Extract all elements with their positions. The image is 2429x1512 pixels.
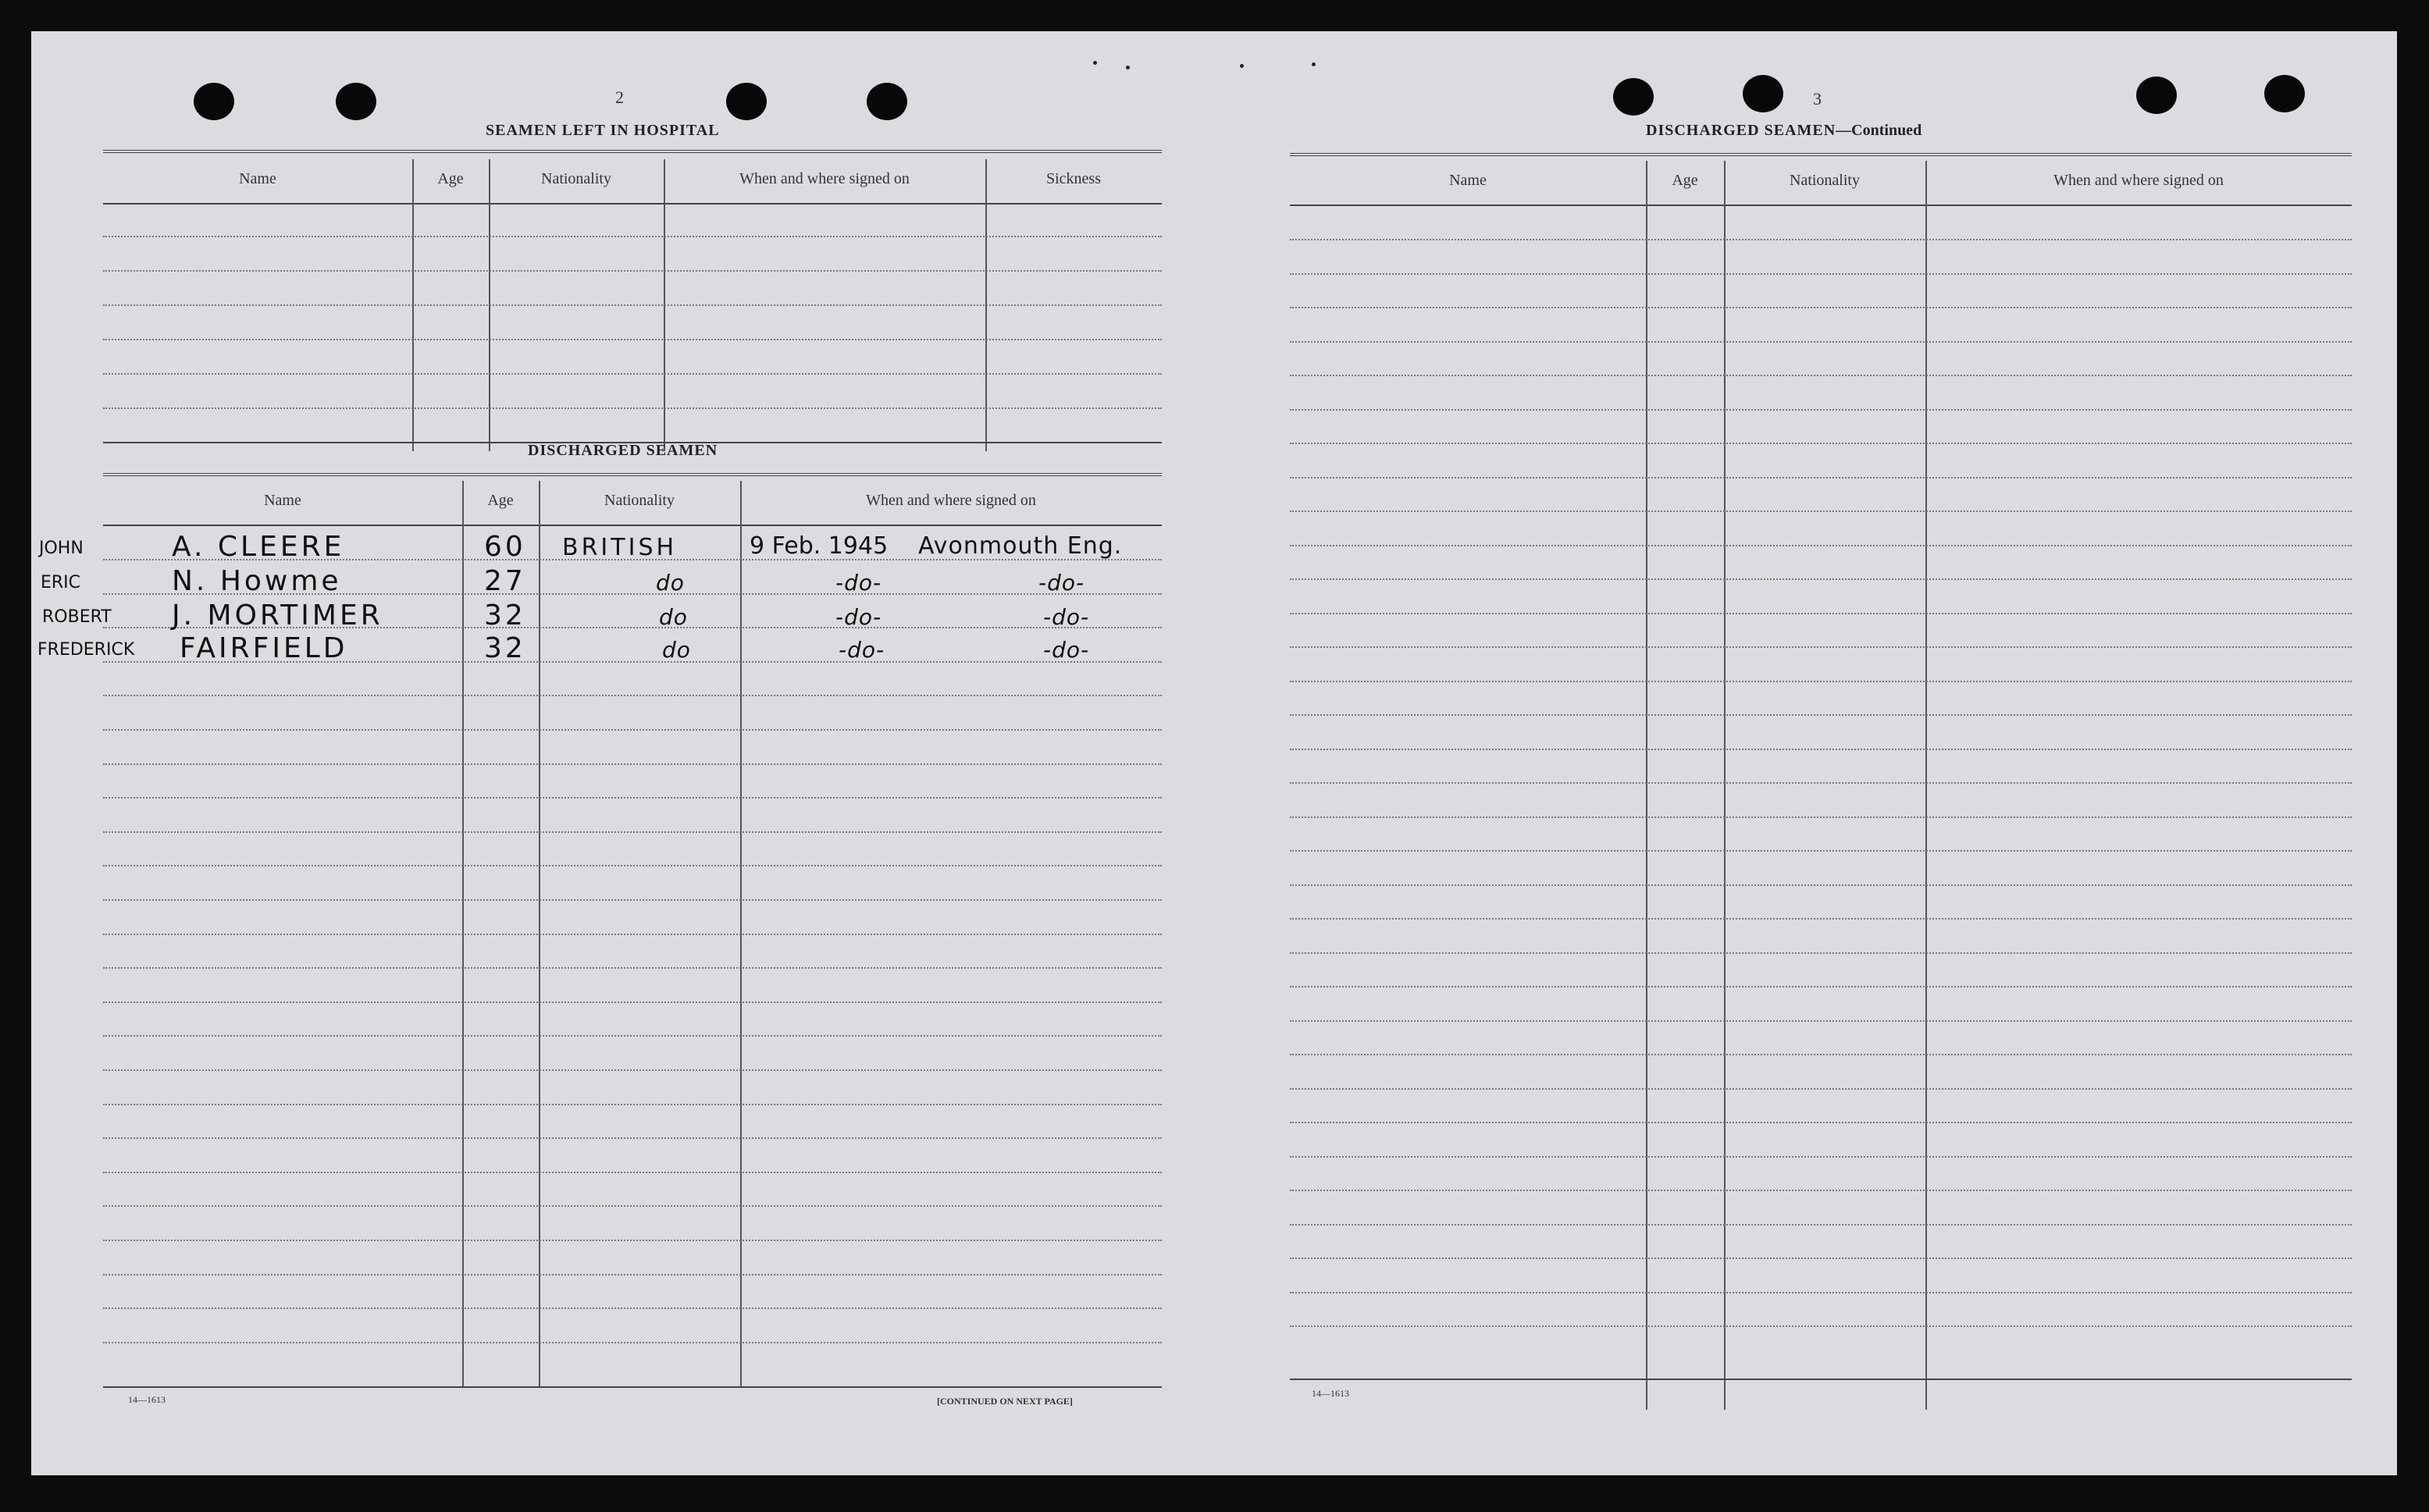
- entry-first-name: FREDERICK: [37, 640, 135, 660]
- entry-place: -do-: [1043, 637, 1090, 663]
- hospital-col-nationality: Nationality: [541, 170, 611, 187]
- ruled-line: [103, 729, 1162, 731]
- speck: [1312, 62, 1316, 66]
- discharged-header-rule: [103, 525, 1162, 526]
- speck: [1126, 66, 1130, 69]
- ruled-line: [1290, 477, 2352, 479]
- ruled-line: [103, 1069, 1162, 1071]
- ruled-line: [1290, 782, 2352, 784]
- ruled-line: [1290, 545, 2352, 546]
- ruled-line: [1290, 443, 2352, 444]
- hospital-row-line: [103, 304, 1162, 306]
- punch-hole: [2136, 76, 2177, 114]
- ruled-line: [1290, 341, 2352, 343]
- entry-nationality: do: [656, 570, 685, 596]
- hospital-row-line: [103, 407, 1162, 409]
- entry-place: -do-: [1038, 570, 1085, 596]
- hospital-col-signed-on: When and where signed on: [739, 170, 910, 187]
- ruled-line: [1290, 409, 2352, 411]
- right-table-bottom-rule: [1290, 1379, 2352, 1380]
- right-col-name: Name: [1449, 172, 1487, 189]
- right-col-divider: [1646, 161, 1647, 1410]
- entry-first-name: ERIC: [41, 573, 81, 592]
- discharged-table-top-rule: [103, 473, 1162, 476]
- ruled-line: [103, 797, 1162, 799]
- discharged-section-title: DISCHARGED SEAMEN: [528, 442, 718, 459]
- ruled-line: [103, 899, 1162, 901]
- hospital-section-title: SEAMEN LEFT IN HOSPITAL: [486, 122, 720, 139]
- hospital-row-line: [103, 339, 1162, 340]
- punch-hole: [194, 83, 234, 120]
- speck: [1240, 64, 1244, 68]
- continued-note: [CONTINUED ON NEXT PAGE]: [937, 1396, 1073, 1407]
- right-col-divider: [1724, 161, 1726, 1410]
- discharged-table-bottom-rule: [103, 1386, 1162, 1388]
- entry-date: -do-: [835, 604, 882, 630]
- ruled-line: [1290, 1088, 2352, 1090]
- ruled-line: [103, 1342, 1162, 1343]
- hospital-col-age: Age: [437, 170, 464, 187]
- ruled-line: [1290, 749, 2352, 750]
- entry-place: Avonmouth Eng.: [918, 532, 1123, 560]
- ruled-line: [103, 1274, 1162, 1275]
- ruled-line: [1290, 918, 2352, 920]
- ruled-line: [103, 967, 1162, 969]
- ruled-line: [1290, 239, 2352, 240]
- entry-age: 32: [484, 599, 526, 631]
- ruled-line: [103, 1307, 1162, 1309]
- ruled-line: [103, 695, 1162, 696]
- ruled-line: [1290, 1258, 2352, 1259]
- page-number-right: 3: [1813, 89, 1822, 109]
- ruled-line: [103, 763, 1162, 765]
- discharged-col-signed-on: When and where signed on: [866, 492, 1036, 509]
- entry-age: 32: [484, 632, 526, 664]
- right-col-signed-on: When and where signed on: [2053, 172, 2224, 189]
- entry-age: 27: [484, 565, 526, 597]
- ruled-line: [103, 934, 1162, 935]
- punch-hole: [867, 83, 907, 120]
- discharged-col-age: Age: [487, 492, 514, 509]
- right-col-nationality: Nationality: [1790, 172, 1860, 189]
- ruled-line: [1290, 307, 2352, 308]
- right-col-age: Age: [1672, 172, 1698, 189]
- hospital-header-rule: [103, 203, 1162, 205]
- right-section-title-sub: —Continued: [1836, 122, 1922, 139]
- right-table-top-rule: [1290, 153, 2352, 156]
- ruled-line: [103, 1104, 1162, 1105]
- punch-hole: [2264, 75, 2305, 112]
- ruled-line: [1290, 952, 2352, 954]
- entry-date: -do-: [835, 570, 882, 596]
- ruled-line: [1290, 375, 2352, 376]
- entry-name: A. CLEERE: [172, 531, 345, 563]
- discharged-col-nationality: Nationality: [604, 492, 675, 509]
- right-section-title-main: DISCHARGED SEAMEN: [1646, 122, 1836, 139]
- ruled-line: [1290, 273, 2352, 275]
- ruled-line: [1290, 646, 2352, 648]
- page-number-left: 2: [615, 87, 624, 107]
- punch-hole: [1743, 75, 1783, 112]
- ruled-line: [1290, 1224, 2352, 1226]
- ruled-line: [103, 1137, 1162, 1139]
- hospital-row-line: [103, 270, 1162, 272]
- form-number-right: 14—1613: [1312, 1388, 1349, 1399]
- manifest-sheet: [31, 31, 2397, 1475]
- entry-date: -do-: [839, 637, 885, 663]
- speck: [1093, 61, 1097, 65]
- ruled-line: [1290, 1292, 2352, 1293]
- entry-name: J. MORTIMER: [172, 599, 383, 631]
- punch-hole: [726, 83, 767, 120]
- punch-hole: [336, 83, 376, 120]
- entry-nationality: do: [662, 637, 691, 663]
- ruled-line: [103, 831, 1162, 833]
- form-number-left: 14—1613: [128, 1394, 166, 1405]
- right-section-title: [1646, 122, 1921, 140]
- entry-place: -do-: [1043, 604, 1090, 630]
- entry-name: FAIRFIELD: [180, 632, 348, 664]
- entry-date: 9 Feb. 1945: [750, 532, 889, 560]
- hospital-row-line: [103, 373, 1162, 375]
- ruled-line: [103, 1035, 1162, 1037]
- ruled-line: [1290, 850, 2352, 852]
- ruled-line: [1290, 511, 2352, 512]
- ruled-line: [1290, 986, 2352, 987]
- ruled-line: [103, 1205, 1162, 1207]
- hospital-col-name: Name: [239, 170, 276, 187]
- ruled-line: [1290, 1325, 2352, 1327]
- right-header-rule: [1290, 205, 2352, 206]
- ruled-line: [1290, 578, 2352, 580]
- hospital-col-sickness: Sickness: [1046, 170, 1101, 187]
- discharged-col-name: Name: [264, 492, 301, 509]
- ruled-line: [1290, 884, 2352, 886]
- right-col-divider: [1925, 161, 1927, 1410]
- ruled-line: [103, 1172, 1162, 1173]
- ruled-line: [1290, 1190, 2352, 1191]
- punch-hole: [1613, 78, 1654, 116]
- hospital-row-line: [103, 236, 1162, 237]
- ruled-line: [1290, 1122, 2352, 1123]
- ruled-line: [103, 865, 1162, 866]
- entry-first-name: JOHN: [39, 539, 84, 558]
- ruled-line: [1290, 816, 2352, 818]
- ruled-line: [103, 1001, 1162, 1003]
- hospital-table-top-rule: [103, 150, 1162, 153]
- ruled-line: [1290, 1020, 2352, 1022]
- entry-first-name: ROBERT: [42, 607, 112, 627]
- ruled-line: [1290, 1054, 2352, 1055]
- ruled-line: [1290, 714, 2352, 716]
- entry-nationality: do: [659, 604, 688, 630]
- entry-age: 60: [484, 531, 526, 563]
- entry-nationality: BRITISH: [562, 534, 678, 561]
- entry-name: N. Howme: [172, 565, 342, 597]
- ruled-line: [1290, 681, 2352, 682]
- ruled-line: [103, 1240, 1162, 1241]
- ruled-line: [1290, 1156, 2352, 1158]
- ruled-line: [1290, 613, 2352, 614]
